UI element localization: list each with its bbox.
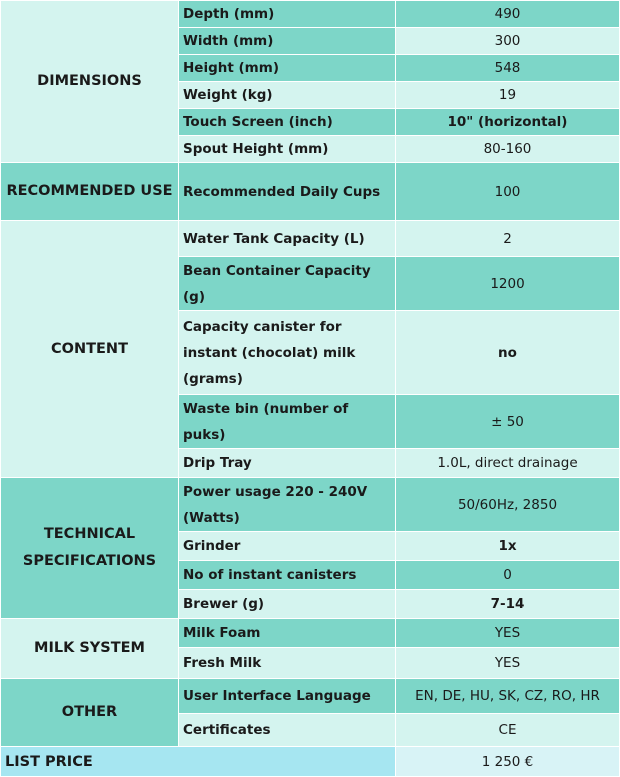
list-price-row [1,747,620,777]
row-label: Brewer (g) [179,590,396,619]
row-label: Waste bin (number of puks) [179,395,396,449]
row-value: 50/60Hz, 2850 [396,478,620,532]
row-value: CE [396,714,620,747]
row-value: 1x [396,532,620,561]
row-value: 490 [396,1,620,28]
row-label: Power usage 220 - 240V (Watts) [179,478,396,532]
category-content: CONTENT [1,221,179,478]
row-label: Weight (kg) [179,82,396,109]
row-value: 548 [396,55,620,82]
row-value: 19 [396,82,620,109]
row-value: YES [396,619,620,648]
table-row [1,619,620,648]
table-row [1,1,620,28]
row-label: Bean Container Capacity (g) [179,257,396,311]
row-label: Width (mm) [179,28,396,55]
row-value: ± 50 [396,395,620,449]
row-value: 1200 [396,257,620,311]
category-recommended-use: RECOMMENDED USE [1,163,179,221]
row-value: 2 [396,221,620,257]
row-value: 100 [396,163,620,221]
row-value: 0 [396,561,620,590]
row-label: Height (mm) [179,55,396,82]
category-milk-system: MILK SYSTEM [1,619,179,679]
list-price-label: LIST PRICE [1,747,396,777]
row-value: YES [396,648,620,679]
row-value: 300 [396,28,620,55]
table-row [1,679,620,714]
row-value: 7-14 [396,590,620,619]
row-label: Depth (mm) [179,1,396,28]
row-value: 80-160 [396,136,620,163]
row-label: Capacity canister for instant (chocolat) milk (grams) [179,311,396,395]
table-row [1,163,620,221]
category-dimensions: DIMENSIONS [1,1,179,163]
row-label: No of instant canisters [179,561,396,590]
row-value: no [396,311,620,395]
row-label: User Interface Language [179,679,396,714]
row-label: Grinder [179,532,396,561]
row-label: Fresh Milk [179,648,396,679]
row-label: Milk Foam [179,619,396,648]
table-row [1,221,620,257]
row-value: 10" (horizontal) [396,109,620,136]
row-value: EN, DE, HU, SK, CZ, RO, HR [396,679,620,714]
list-price-value: 1 250 € [396,747,620,777]
category-technical-specifications: TECHNICAL SPECIFICATIONS [1,478,179,619]
row-label: Certificates [179,714,396,747]
row-value: 1.0L, direct drainage [396,449,620,478]
category-other: OTHER [1,679,179,747]
row-label: Drip Tray [179,449,396,478]
table-row [1,478,620,532]
row-label: Recommended Daily Cups [179,163,396,221]
row-label: Spout Height (mm) [179,136,396,163]
row-label: Water Tank Capacity (L) [179,221,396,257]
row-label: Touch Screen (inch) [179,109,396,136]
